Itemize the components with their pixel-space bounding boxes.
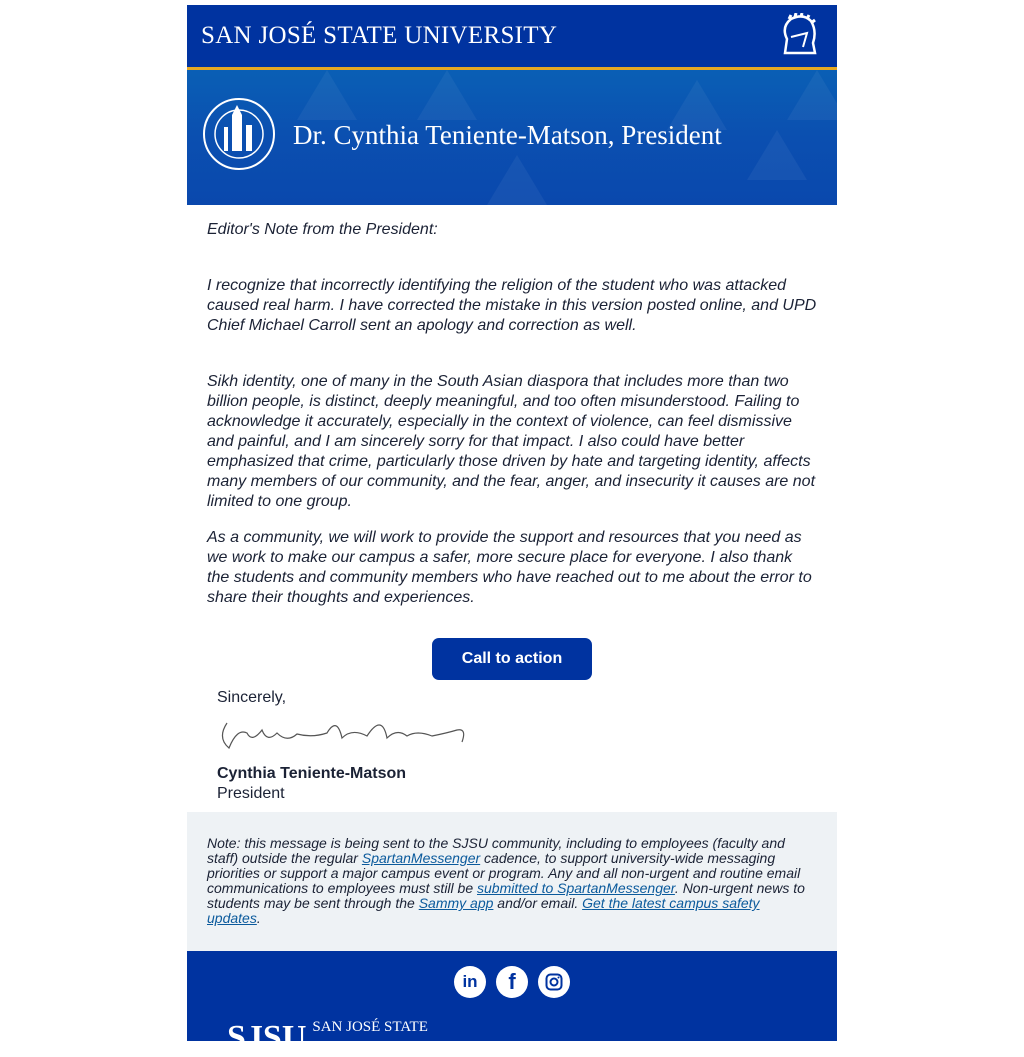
closing: Sincerely,	[217, 689, 287, 706]
university-name: SAN JOSÉ STATE UNIVERSITY	[201, 22, 558, 49]
email	[187, 5, 837, 1056]
logo-text: SAN JOSÉ STATE	[312, 1019, 428, 1035]
paragraph-1: I recognize that incorrectly identifying the religion of the student who was attacked caused real harm. I have corrected the mistake in this version posted online, and UPD Chief Michael Carroll sent an apology and correction as well.	[207, 277, 817, 334]
footer-logo	[227, 1019, 428, 1057]
signature-block	[187, 680, 837, 810]
call-to-action-button[interactable]: Call to action	[432, 638, 592, 680]
message-body	[187, 205, 837, 680]
top-bar	[187, 5, 837, 67]
note-text: . Non-urgent news to students may be sent through the	[207, 880, 805, 911]
submit-spartanmessenger-link[interactable]: submitted to SpartanMessenger	[477, 880, 675, 896]
signature-image	[217, 708, 477, 758]
note-text: and/or email.	[493, 895, 583, 911]
campus-safety-link[interactable]: Get the latest campus safety updates	[207, 895, 760, 926]
linkedin-icon[interactable]: in	[454, 966, 486, 998]
spartanmessenger-link[interactable]: SpartanMessenger	[361, 850, 481, 866]
signer-name: Cynthia Teniente-Matson	[217, 765, 407, 782]
editor-note: Editor's Note from the President:	[207, 221, 438, 238]
banner-title: Dr. Cynthia Teniente-Matson, President	[293, 120, 722, 150]
note-text: Note: this message is being sent to the SJSU community, including to employees (faculty and staff) outside the regular	[207, 835, 785, 866]
spartan-logo-icon	[777, 13, 817, 57]
signer-title: President	[217, 785, 285, 802]
president-banner	[187, 70, 837, 205]
logo-mark: SJSU	[227, 1019, 307, 1056]
footer-note	[187, 812, 837, 951]
university-seal-icon	[202, 97, 276, 171]
paragraph-3: As a community, we will work to provide the support and resources that you need as we work to make our campus a safer, more secure place for everyone. I also thank the students and community members who have reached out to me about the error to share their thoughts and experiences.	[207, 529, 812, 606]
footer	[187, 951, 837, 1056]
paragraph-2: Sikh identity, one of many in the South Asian diaspora that includes more than two billion people, is distinct, deeply meaningful, and too often misunderstood. Failing to acknowledge it accurately, especially in the context of violence, can feel dismissive and painful, and I am sincerely sorry for that impact. I also could have better emphasized that crime, particularly those driven by hate and targeting identity, affects many members of our community, and the fear, anger, and insecurity it causes are not limited to one group.	[207, 373, 816, 510]
note-text: .	[256, 910, 261, 926]
note-text: cadence, to support university-wide messaging priorities or support a major campus event or program. Any and all non-urgent and routine email communications to employees must still be	[207, 850, 801, 896]
sammy-app-link[interactable]: Sammy app	[418, 895, 494, 911]
facebook-icon[interactable]: f	[496, 966, 528, 998]
instagram-icon[interactable]	[538, 966, 570, 998]
